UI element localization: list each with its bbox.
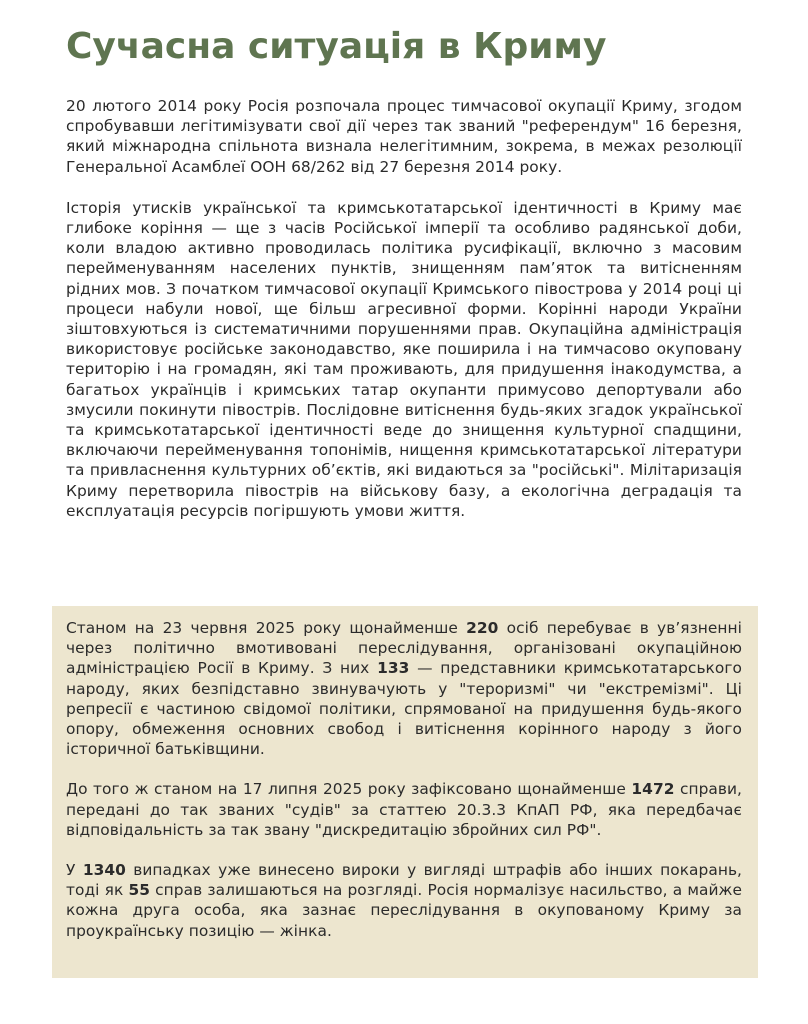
text-run: У [66, 861, 83, 880]
text-run: справ залишаються на розгляді. Росія нормалізує насильство, а майже кожна друга особа, яка зазнає переслідування в окупованому Криму за проукраїнську позицію — жінка. [66, 881, 742, 940]
text-run: випадках уже винесено вироки у вигляді штрафів або інших покарань, тоді як [66, 861, 743, 900]
text-run: До того ж станом на 17 липня 2025 року зафіксовано щонайменше [66, 780, 632, 799]
prisoners-count: 220 [466, 619, 499, 637]
intro-paragraph: 20 лютого 2014 року Росія розпочала процес тимчасової окупації Криму, згодом спробувавши легітимізувати свої дії через так званий "референдум" 16 березня, який міжнародна спільнота визнала нелегітимним, зокрема, в межах резолюції Генеральної Асамблеї ООН 68/262 від 27 березня 2014 року. [66, 97, 742, 176]
text-run: осіб перебуває в ув’язненні через політично вмотивовані переслідування, організовані окупаційною адміністрацією Росії в Криму. З них [66, 619, 742, 678]
text-run: — представники кримськотатарського народу, яких безпідставно звинувачують у "тероризмі" чи "екстремізмі". Ці репресії є частиною свідомої політики, спрямованої на придушення будь-якого опору, обмеження основних свобод і витіснення корінного народу з його історичної батьківщини. [66, 659, 742, 759]
main-text [66, 96, 742, 521]
text-run: справи, передані до так званих "судів" за статтею 20.3.3 КпАП РФ, яка передбачає відповідальність за так звану "дискредитацію збройних сил РФ". [66, 780, 742, 839]
text-run: Станом на 23 червня 2025 року щонайменше [66, 619, 467, 637]
sentences-paragraph [66, 860, 742, 941]
crimean-tatar-count: 133 [377, 659, 410, 678]
highlight-box [52, 606, 758, 978]
cases-paragraph [66, 779, 742, 840]
prisoners-paragraph [66, 618, 742, 759]
sentences-count: 1340 [82, 861, 126, 880]
page-title: Сучасна ситуація в Криму [66, 26, 607, 67]
cases-count: 1472 [631, 780, 675, 799]
pending-count: 55 [128, 881, 150, 900]
history-paragraph: Історія утисків української та кримськотатарської ідентичності в Криму має глибоке коріння — ще з часів Російської імперії та особливо радянської доби, коли владою активно проводилась політика русифікації, включно з масовим перейменуванням населених пунктів, знищенням пам’яток та витісненням рідних мов. З початком тимчасової окупації Кримського півострова у 2014 році ці процеси набули нової, ще більш агресивної форми. Корінні народи України зіштовхуються із систематичними порушеннями прав. Окупаційна адміністрація використовує російське законодавство, яке поширила і на тимчасово окуповану територію і на громадян, які там проживають, для придушення інакодумства, а багатьох українців і кримських татар окупанти примусово депортували або змусили покинути півострів. Послідовне витіснення будь-яких згадок української та кримськотатарської ідентичності веде до знищення культурної спадщини, включаючи перейменування топонімів, нищення кримськотатарської літератури та привласнення культурних об’єктів, які видаються за "російські". Мілітаризація Криму перетворила півострів на військову базу, а екологічна деградація та експлуатація ресурсів погіршують умови життя. [66, 198, 742, 520]
